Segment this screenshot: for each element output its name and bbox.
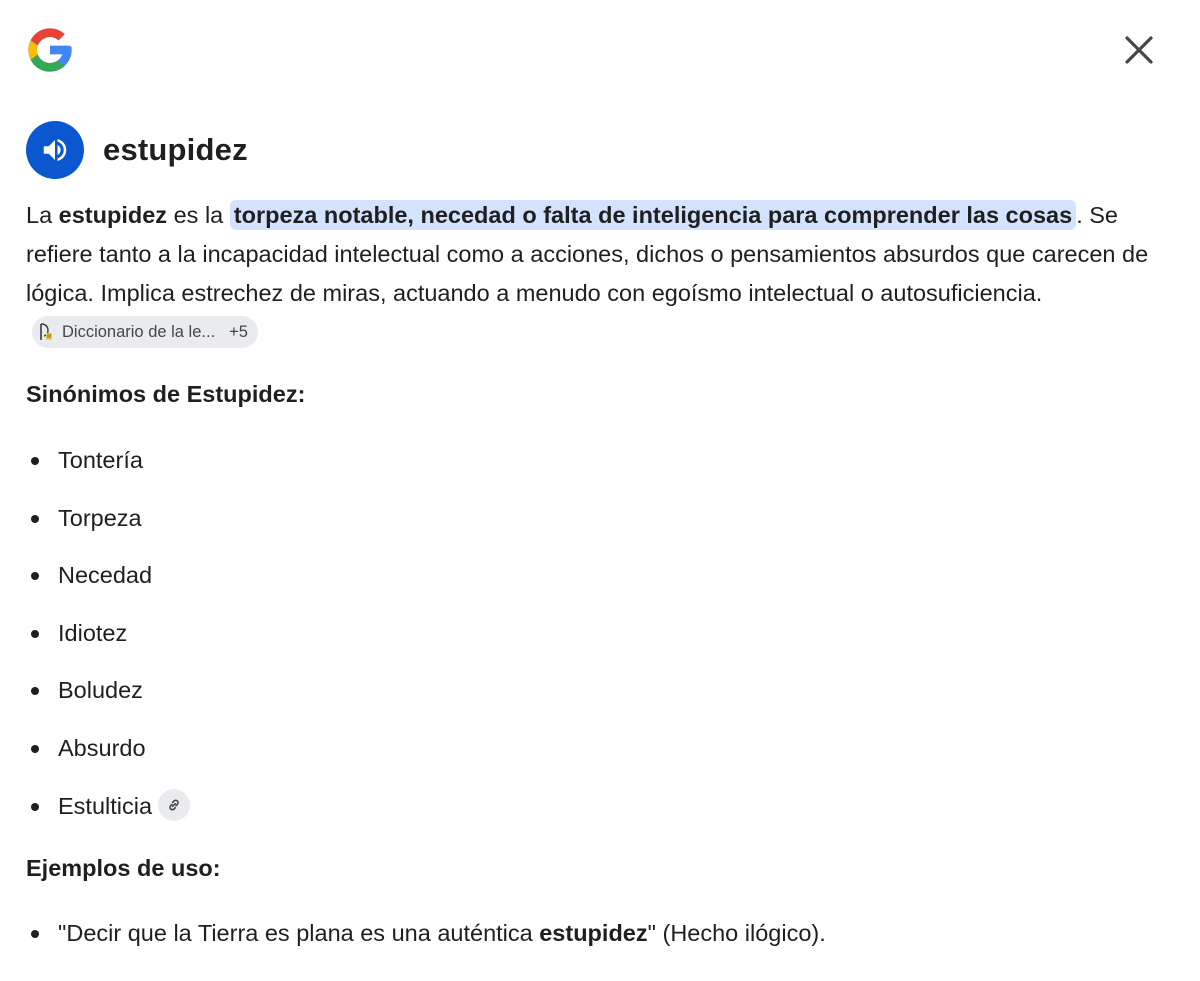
headword: estupidez bbox=[103, 132, 248, 167]
pronunciation-button[interactable] bbox=[26, 121, 84, 179]
definition-prefix: La bbox=[26, 202, 59, 228]
list-item bbox=[26, 791, 190, 849]
example-bold: estupidez bbox=[539, 920, 648, 946]
synonym-text: Torpeza bbox=[58, 504, 142, 531]
synonym-text: Necedad bbox=[58, 562, 153, 589]
definition-mid: es la bbox=[167, 202, 230, 228]
word-header bbox=[26, 120, 248, 180]
close-icon[interactable] bbox=[1117, 28, 1161, 72]
volume-icon bbox=[40, 135, 70, 165]
synonym-text: Absurdo bbox=[58, 734, 146, 761]
synonym-text: Idiotez bbox=[58, 619, 128, 646]
source-chip-label: Diccionario de la le... bbox=[62, 322, 216, 341]
examples-title: Ejemplos de uso: bbox=[26, 855, 221, 881]
list-item bbox=[26, 918, 826, 976]
source-chip-more: +5 bbox=[229, 322, 248, 341]
synonyms-list bbox=[26, 445, 190, 848]
synonyms-title: Sinónimos de Estupidez: bbox=[26, 381, 306, 407]
list-item bbox=[26, 445, 190, 503]
synonym-text: Boludez bbox=[58, 677, 143, 704]
list-item bbox=[26, 733, 190, 791]
list-item bbox=[26, 675, 190, 733]
definition-term: estupidez bbox=[58, 202, 168, 228]
example-before: "Decir que la Tierra es plana es una auténtica bbox=[58, 920, 540, 946]
synonym-text: Tontería bbox=[58, 447, 143, 473]
google-logo-icon bbox=[24, 24, 76, 76]
synonym-text: Estulticia bbox=[58, 792, 153, 819]
examples-list bbox=[26, 918, 826, 976]
dictionary-source-icon bbox=[38, 322, 56, 342]
definition-rest: . Se refiere tanto a la incapacidad intelectual como a acciones, dichos o pensamientos absurdos que carecen de lógica. Implica estrechez de miras, actuando a menudo con egoísmo intelectual o autosuficiencia. bbox=[26, 202, 1149, 306]
definition-paragraph bbox=[26, 196, 1176, 352]
source-chip[interactable] bbox=[32, 316, 258, 348]
list-item bbox=[26, 560, 190, 618]
list-item bbox=[26, 618, 190, 676]
link-icon bbox=[166, 797, 182, 813]
list-item bbox=[26, 503, 190, 561]
example-after: " (Hecho ilógico). bbox=[647, 920, 826, 946]
definition-highlight: torpeza notable, necedad o falta de inteligencia para comprender las cosas bbox=[230, 200, 1076, 230]
source-link-button[interactable] bbox=[158, 789, 190, 821]
